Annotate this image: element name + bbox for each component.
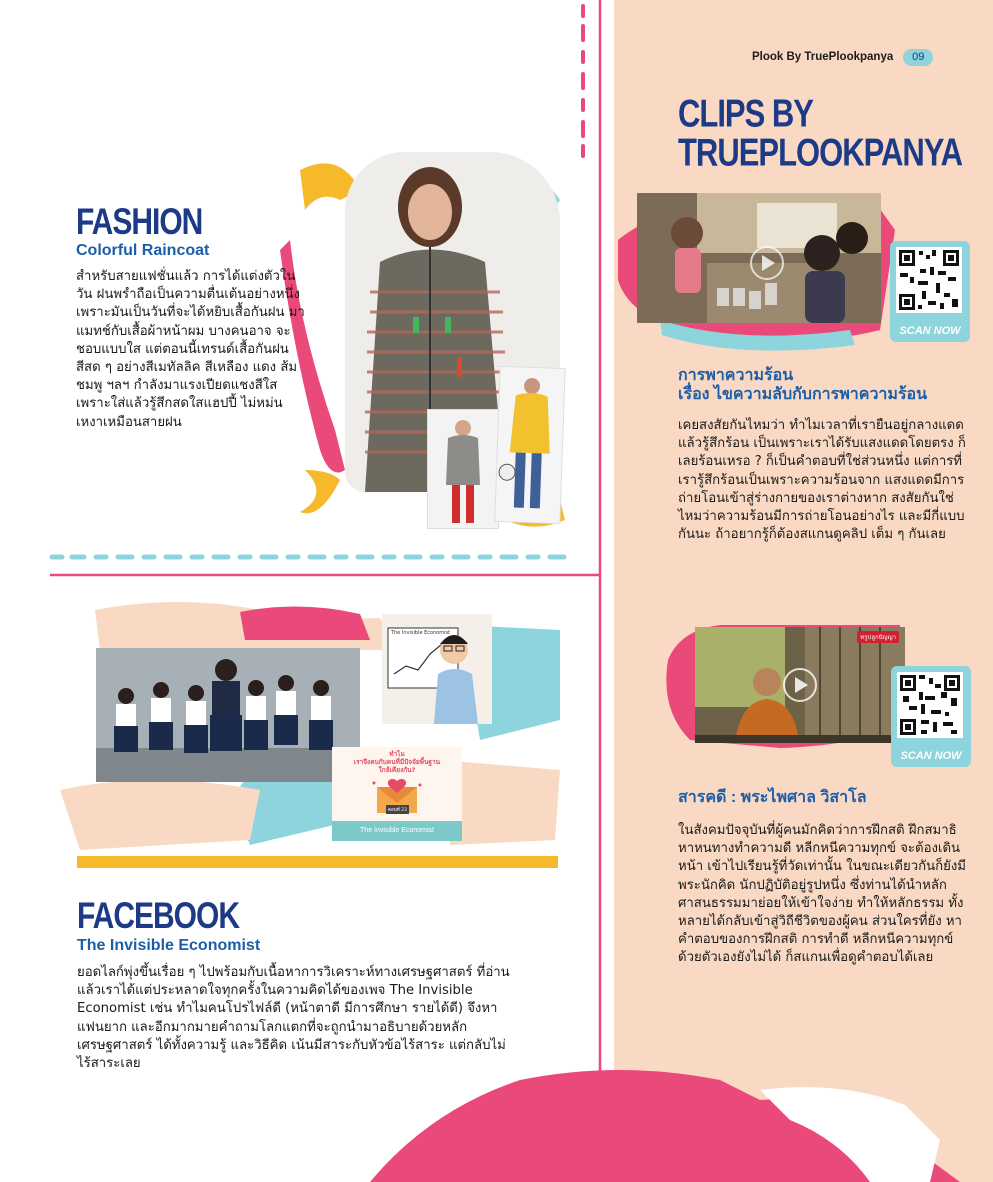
clip2-scene-illustration: [695, 627, 905, 743]
brand-text: Plook By TruePlookpanya: [752, 51, 894, 63]
post-card-title-line3: ใกล้เคียงกัน?: [378, 766, 416, 774]
economist-board-illustration: [382, 614, 492, 724]
page-number-badge: 09: [903, 49, 933, 66]
fashion-side-photo-2: [495, 367, 564, 523]
clips-heading: [678, 91, 962, 174]
clip1-title-line2: เรื่อง ไขความลับกับการพาความร้อน: [678, 386, 928, 403]
facebook-body: ยอดไลก์พุ่งขึ้นเรื่อย ๆ ไปพร้อมกับเนื้อหาการวิเคราะห์ทางเศรษฐศาสตร์ ที่อ่านแล้วเราได้แต่ประหลาดใจทุกครั้งในความคิดได้ของเพจ The Invisible Economist เช่น ทำไมคนโปรไฟล์ดี (หน้าตาดี มีการศึกษา รายได้ดี) จึงหาแฟนยาก และอีกมากมายคำถามโลกแตกที่จะถูกนำมาอธิบายด้วยหลักเศรษฐศาสตร์ ได้ทั้งความรู้ และวิธีคิด เน้นมีสาระกับหัวข้อไร้สาระ แต่กลับไม่ไร้สาระเลย: [77, 965, 510, 1072]
clip1-scene-illustration: [637, 193, 881, 323]
economist-post-card: [332, 747, 462, 841]
clip2-channel-logo: ทรูปลูกปัญญา: [857, 631, 899, 643]
facebook-group-photo: [96, 648, 360, 782]
clip1-title: [678, 366, 927, 404]
clip1-video-thumbnail[interactable]: [637, 193, 881, 323]
post-card-footer: The Invisible Economist: [332, 821, 462, 841]
clip2-qr-code[interactable]: [891, 666, 971, 767]
clip2-scan-now-label: SCAN NOW: [900, 750, 962, 762]
economist-board-title: The Invisible Economist: [391, 630, 451, 636]
qr-pattern-2: [897, 672, 963, 738]
clips-heading-line1: CLIPS BY: [678, 91, 813, 136]
facebook-heading: FACEBOOK: [77, 895, 240, 937]
post-card-title: [332, 750, 462, 774]
dance-group-illustration: [96, 648, 360, 782]
clip2-qr-image: [897, 672, 963, 738]
facebook-subheading: The Invisible Economist: [77, 937, 261, 954]
clip1-body: เคยสงสัยกันไหมว่า ทำไมเวลาที่เรายืนอยู่กลางแดด แล้วรู้สึกร้อน เป็นเพราะเราได้รับแสงแดดโดยตรง ก็เลยร้อนเหรอ ? ก็เป็นคำตอบที่ใช่ส่วนหนึ่ง แต่การที่เรารู้สึกร้อนเป็นเพราะความร้อนจาก แสงแดดมีการถ่ายโอนเข้าสู่ร่างกายของเราต่างหาก สงสัยกันใช่ไหมว่าความร้อนมีการถ่ายโอนอย่างไร และมีกี่แบบกันนะ ถ้าอยากรู้ก็ต้องสแกนดูคลิป เต็ม ๆ กันเลย: [678, 418, 966, 543]
fashion-subheading: Colorful Raincoat: [76, 242, 210, 259]
post-card-title-line2: เราจึงคบกับคนที่มีปัจจัยพื้นฐาน: [353, 758, 441, 766]
clip2-body: ในสังคมปัจจุบันที่ผู้คนมักคิดว่าการฝึกสติ ฝึกสมาธิ หาหนทางทำความดี หลีกหนีความทุกข์ จะต้องเดินหน้า เข้าไปเรียนรู้ที่วัดเท่านั้น ในขณะเดียวกันก็ยังมี พระนักคิด นักปฏิบัติอยู่รูปหนึ่ง ซึ่งท่านได้นำหลัก ศาสนธรรมมาย่อยให้เข้าใจง่าย ทำให้หลักธรรม ทั้งหลายได้กลับเข้าสู่วิถีชีวิตของผู้คน ส่วนใครที่ยัง หาคำตอบของการฝึกสติ การทำดี หลีกหนีความทุกข์ ด้วยตัวเองยังไม่ได้ ก็สแกนเพื่อดูคำตอบได้เลย: [678, 823, 966, 966]
fashion-body: สำหรับสายแฟชั่นแล้ว การได้แต่งตัวในวัน ฝนพรำถือเป็นความตื่นเต้นอย่างหนึ่ง เพราะมันเป็นวันที่จะได้หยิบเสื้อกันฝน มาแมทช์กับเสื้อผ้าหน้าผม บางคนอาจ จะชอบแบบใส แต่ตอนนี้เทรนด์เสื้อกันฝน สีสด ๆ อย่างสีเมทัลลิค สีเหลือง แดง ส้ม ชมพู ฯลฯ กำลังมาแรงเปียดแชงสีใส เพราะใส่แล้วรู้สึกสดใสแฮปปี้ ไม่หม่น เหงาเหมือนสายฝน: [76, 269, 305, 430]
clip2-title: สารคดี : พระไพศาล วิสาโล: [678, 789, 867, 806]
post-card-badge: คอนที่ 23: [386, 805, 409, 814]
fashion-heading: FASHION: [76, 201, 203, 243]
clip1-scan-now-label: SCAN NOW: [899, 325, 961, 337]
fashion-side-photo-1: [428, 410, 498, 528]
clip1-qr-image: [896, 247, 962, 313]
model-grey-coat-illustration: [428, 410, 498, 528]
model-yellow-coat-illustration: [495, 367, 564, 523]
post-card-title-line1: ทำไม: [389, 750, 405, 758]
clip2-video-thumbnail[interactable]: [695, 627, 905, 743]
qr-pattern-1: [896, 247, 962, 313]
clip1-title-line1: การพาความร้อน: [678, 367, 794, 384]
clips-heading-line2: TRUEPLOOKPANYA: [678, 130, 962, 174]
running-header: [752, 49, 933, 65]
clip1-qr-code[interactable]: [890, 241, 970, 342]
